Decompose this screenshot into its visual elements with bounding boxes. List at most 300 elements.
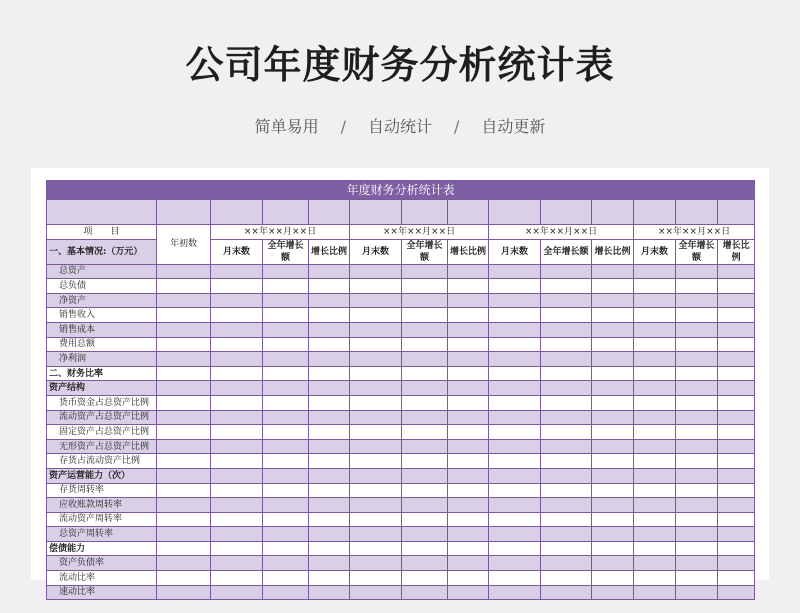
value-cell[interactable] <box>718 454 755 469</box>
value-cell[interactable] <box>309 425 350 440</box>
value-cell[interactable] <box>448 498 489 513</box>
value-cell[interactable] <box>309 322 350 337</box>
value-cell[interactable] <box>592 322 634 337</box>
value-cell[interactable] <box>402 279 448 294</box>
value-cell[interactable] <box>676 337 718 352</box>
value-cell[interactable] <box>489 498 541 513</box>
value-cell[interactable] <box>402 352 448 367</box>
value-cell[interactable] <box>541 395 592 410</box>
value-cell[interactable] <box>592 468 634 483</box>
value-cell[interactable] <box>211 308 263 323</box>
value-cell[interactable] <box>309 527 350 542</box>
value-cell[interactable] <box>676 279 718 294</box>
value-cell[interactable] <box>634 483 676 498</box>
value-cell[interactable] <box>263 512 309 527</box>
value-cell[interactable] <box>718 541 755 556</box>
value-cell[interactable] <box>402 571 448 586</box>
value-cell[interactable] <box>448 512 489 527</box>
value-cell[interactable] <box>489 527 541 542</box>
value-cell[interactable] <box>541 279 592 294</box>
value-cell[interactable] <box>309 337 350 352</box>
value-cell[interactable] <box>157 264 211 279</box>
value-cell[interactable] <box>309 454 350 469</box>
value-cell[interactable] <box>718 293 755 308</box>
value-cell[interactable] <box>676 585 718 600</box>
value-cell[interactable] <box>592 352 634 367</box>
value-cell[interactable] <box>634 439 676 454</box>
value-cell[interactable] <box>718 352 755 367</box>
value-cell[interactable] <box>263 527 309 542</box>
value-cell[interactable] <box>309 439 350 454</box>
value-cell[interactable] <box>541 527 592 542</box>
value-cell[interactable] <box>157 556 211 571</box>
value-cell[interactable] <box>718 410 755 425</box>
value-cell[interactable] <box>489 352 541 367</box>
value-cell[interactable] <box>309 264 350 279</box>
value-cell[interactable] <box>676 571 718 586</box>
value-cell[interactable] <box>402 381 448 396</box>
value-cell[interactable] <box>592 585 634 600</box>
value-cell[interactable] <box>541 366 592 381</box>
value-cell[interactable] <box>489 541 541 556</box>
value-cell[interactable] <box>634 264 676 279</box>
value-cell[interactable] <box>718 571 755 586</box>
value-cell[interactable] <box>676 395 718 410</box>
value-cell[interactable] <box>211 395 263 410</box>
value-cell[interactable] <box>634 498 676 513</box>
value-cell[interactable] <box>263 541 309 556</box>
value-cell[interactable] <box>350 454 402 469</box>
value-cell[interactable] <box>676 527 718 542</box>
value-cell[interactable] <box>157 395 211 410</box>
value-cell[interactable] <box>263 571 309 586</box>
value-cell[interactable] <box>676 381 718 396</box>
value-cell[interactable] <box>592 571 634 586</box>
value-cell[interactable] <box>634 527 676 542</box>
value-cell[interactable] <box>263 410 309 425</box>
value-cell[interactable] <box>448 337 489 352</box>
table-viewport[interactable] <box>46 180 754 598</box>
value-cell[interactable] <box>634 279 676 294</box>
value-cell[interactable] <box>309 556 350 571</box>
value-cell[interactable] <box>541 498 592 513</box>
value-cell[interactable] <box>489 439 541 454</box>
value-cell[interactable] <box>309 352 350 367</box>
value-cell[interactable] <box>592 395 634 410</box>
value-cell[interactable] <box>309 468 350 483</box>
value-cell[interactable] <box>157 425 211 440</box>
value-cell[interactable] <box>402 483 448 498</box>
value-cell[interactable] <box>541 264 592 279</box>
value-cell[interactable] <box>448 264 489 279</box>
value-cell[interactable] <box>402 337 448 352</box>
value-cell[interactable] <box>448 322 489 337</box>
value-cell[interactable] <box>309 366 350 381</box>
value-cell[interactable] <box>592 483 634 498</box>
value-cell[interactable] <box>211 541 263 556</box>
value-cell[interactable] <box>634 468 676 483</box>
value-cell[interactable] <box>541 585 592 600</box>
value-cell[interactable] <box>634 352 676 367</box>
value-cell[interactable] <box>157 498 211 513</box>
value-cell[interactable] <box>211 483 263 498</box>
value-cell[interactable] <box>541 541 592 556</box>
value-cell[interactable] <box>309 483 350 498</box>
value-cell[interactable] <box>263 498 309 513</box>
value-cell[interactable] <box>448 527 489 542</box>
value-cell[interactable] <box>592 337 634 352</box>
value-cell[interactable] <box>157 585 211 600</box>
value-cell[interactable] <box>263 337 309 352</box>
value-cell[interactable] <box>402 322 448 337</box>
value-cell[interactable] <box>448 439 489 454</box>
value-cell[interactable] <box>263 556 309 571</box>
value-cell[interactable] <box>211 512 263 527</box>
value-cell[interactable] <box>489 293 541 308</box>
value-cell[interactable] <box>489 425 541 440</box>
value-cell[interactable] <box>211 468 263 483</box>
value-cell[interactable] <box>718 439 755 454</box>
value-cell[interactable] <box>718 468 755 483</box>
value-cell[interactable] <box>448 279 489 294</box>
value-cell[interactable] <box>634 571 676 586</box>
value-cell[interactable] <box>350 337 402 352</box>
value-cell[interactable] <box>263 425 309 440</box>
value-cell[interactable] <box>448 571 489 586</box>
value-cell[interactable] <box>350 541 402 556</box>
value-cell[interactable] <box>489 483 541 498</box>
value-cell[interactable] <box>592 512 634 527</box>
value-cell[interactable] <box>402 498 448 513</box>
value-cell[interactable] <box>402 556 448 571</box>
value-cell[interactable] <box>541 571 592 586</box>
value-cell[interactable] <box>157 512 211 527</box>
value-cell[interactable] <box>309 410 350 425</box>
value-cell[interactable] <box>350 439 402 454</box>
value-cell[interactable] <box>402 527 448 542</box>
value-cell[interactable] <box>541 468 592 483</box>
value-cell[interactable] <box>676 308 718 323</box>
value-cell[interactable] <box>676 556 718 571</box>
value-cell[interactable] <box>309 395 350 410</box>
value-cell[interactable] <box>211 571 263 586</box>
value-cell[interactable] <box>634 425 676 440</box>
value-cell[interactable] <box>676 541 718 556</box>
value-cell[interactable] <box>211 454 263 469</box>
value-cell[interactable] <box>309 541 350 556</box>
value-cell[interactable] <box>592 454 634 469</box>
value-cell[interactable] <box>402 395 448 410</box>
value-cell[interactable] <box>676 468 718 483</box>
value-cell[interactable] <box>309 571 350 586</box>
value-cell[interactable] <box>489 512 541 527</box>
value-cell[interactable] <box>157 322 211 337</box>
value-cell[interactable] <box>592 264 634 279</box>
value-cell[interactable] <box>489 410 541 425</box>
value-cell[interactable] <box>489 381 541 396</box>
value-cell[interactable] <box>309 293 350 308</box>
value-cell[interactable] <box>211 381 263 396</box>
value-cell[interactable] <box>211 585 263 600</box>
value-cell[interactable] <box>211 425 263 440</box>
value-cell[interactable] <box>448 585 489 600</box>
value-cell[interactable] <box>718 395 755 410</box>
value-cell[interactable] <box>350 483 402 498</box>
value-cell[interactable] <box>634 337 676 352</box>
value-cell[interactable] <box>718 264 755 279</box>
value-cell[interactable] <box>211 556 263 571</box>
value-cell[interactable] <box>592 556 634 571</box>
value-cell[interactable] <box>718 556 755 571</box>
value-cell[interactable] <box>718 337 755 352</box>
value-cell[interactable] <box>350 366 402 381</box>
value-cell[interactable] <box>489 337 541 352</box>
value-cell[interactable] <box>157 410 211 425</box>
value-cell[interactable] <box>448 293 489 308</box>
value-cell[interactable] <box>350 527 402 542</box>
value-cell[interactable] <box>402 585 448 600</box>
value-cell[interactable] <box>350 498 402 513</box>
value-cell[interactable] <box>350 381 402 396</box>
value-cell[interactable] <box>448 308 489 323</box>
value-cell[interactable] <box>211 527 263 542</box>
value-cell[interactable] <box>448 395 489 410</box>
value-cell[interactable] <box>211 352 263 367</box>
value-cell[interactable] <box>676 410 718 425</box>
value-cell[interactable] <box>676 264 718 279</box>
value-cell[interactable] <box>263 454 309 469</box>
value-cell[interactable] <box>263 366 309 381</box>
value-cell[interactable] <box>676 483 718 498</box>
value-cell[interactable] <box>448 468 489 483</box>
value-cell[interactable] <box>350 512 402 527</box>
value-cell[interactable] <box>402 454 448 469</box>
value-cell[interactable] <box>541 410 592 425</box>
value-cell[interactable] <box>402 425 448 440</box>
value-cell[interactable] <box>718 585 755 600</box>
value-cell[interactable] <box>634 308 676 323</box>
value-cell[interactable] <box>718 308 755 323</box>
value-cell[interactable] <box>448 454 489 469</box>
value-cell[interactable] <box>592 541 634 556</box>
value-cell[interactable] <box>448 425 489 440</box>
value-cell[interactable] <box>676 322 718 337</box>
value-cell[interactable] <box>263 308 309 323</box>
value-cell[interactable] <box>634 410 676 425</box>
value-cell[interactable] <box>448 541 489 556</box>
value-cell[interactable] <box>211 337 263 352</box>
value-cell[interactable] <box>718 366 755 381</box>
value-cell[interactable] <box>448 410 489 425</box>
value-cell[interactable] <box>350 410 402 425</box>
value-cell[interactable] <box>350 293 402 308</box>
value-cell[interactable] <box>157 468 211 483</box>
value-cell[interactable] <box>157 337 211 352</box>
value-cell[interactable] <box>634 322 676 337</box>
value-cell[interactable] <box>489 585 541 600</box>
value-cell[interactable] <box>263 293 309 308</box>
value-cell[interactable] <box>541 454 592 469</box>
value-cell[interactable] <box>402 410 448 425</box>
value-cell[interactable] <box>634 381 676 396</box>
value-cell[interactable] <box>592 425 634 440</box>
value-cell[interactable] <box>489 279 541 294</box>
value-cell[interactable] <box>634 454 676 469</box>
value-cell[interactable] <box>634 395 676 410</box>
value-cell[interactable] <box>448 381 489 396</box>
value-cell[interactable] <box>350 556 402 571</box>
value-cell[interactable] <box>402 264 448 279</box>
value-cell[interactable] <box>157 366 211 381</box>
value-cell[interactable] <box>263 381 309 396</box>
value-cell[interactable] <box>489 468 541 483</box>
value-cell[interactable] <box>402 468 448 483</box>
value-cell[interactable] <box>676 439 718 454</box>
value-cell[interactable] <box>541 512 592 527</box>
value-cell[interactable] <box>263 483 309 498</box>
value-cell[interactable] <box>718 498 755 513</box>
value-cell[interactable] <box>309 381 350 396</box>
value-cell[interactable] <box>541 322 592 337</box>
value-cell[interactable] <box>489 556 541 571</box>
value-cell[interactable] <box>541 556 592 571</box>
value-cell[interactable] <box>718 425 755 440</box>
value-cell[interactable] <box>676 293 718 308</box>
value-cell[interactable] <box>350 308 402 323</box>
value-cell[interactable] <box>489 454 541 469</box>
value-cell[interactable] <box>211 366 263 381</box>
value-cell[interactable] <box>309 279 350 294</box>
value-cell[interactable] <box>718 381 755 396</box>
value-cell[interactable] <box>211 322 263 337</box>
value-cell[interactable] <box>541 381 592 396</box>
value-cell[interactable] <box>263 322 309 337</box>
value-cell[interactable] <box>676 366 718 381</box>
value-cell[interactable] <box>211 293 263 308</box>
value-cell[interactable] <box>350 571 402 586</box>
value-cell[interactable] <box>402 439 448 454</box>
value-cell[interactable] <box>718 512 755 527</box>
value-cell[interactable] <box>402 366 448 381</box>
value-cell[interactable] <box>541 483 592 498</box>
value-cell[interactable] <box>489 308 541 323</box>
value-cell[interactable] <box>402 293 448 308</box>
value-cell[interactable] <box>634 541 676 556</box>
value-cell[interactable] <box>592 439 634 454</box>
value-cell[interactable] <box>634 585 676 600</box>
value-cell[interactable] <box>350 322 402 337</box>
value-cell[interactable] <box>718 279 755 294</box>
value-cell[interactable] <box>157 352 211 367</box>
value-cell[interactable] <box>157 293 211 308</box>
value-cell[interactable] <box>592 279 634 294</box>
value-cell[interactable] <box>489 264 541 279</box>
value-cell[interactable] <box>211 498 263 513</box>
value-cell[interactable] <box>718 322 755 337</box>
value-cell[interactable] <box>402 541 448 556</box>
value-cell[interactable] <box>634 366 676 381</box>
value-cell[interactable] <box>309 512 350 527</box>
value-cell[interactable] <box>309 498 350 513</box>
value-cell[interactable] <box>676 498 718 513</box>
value-cell[interactable] <box>211 410 263 425</box>
value-cell[interactable] <box>263 439 309 454</box>
value-cell[interactable] <box>211 439 263 454</box>
value-cell[interactable] <box>448 352 489 367</box>
value-cell[interactable] <box>718 527 755 542</box>
value-cell[interactable] <box>157 483 211 498</box>
value-cell[interactable] <box>263 395 309 410</box>
value-cell[interactable] <box>592 527 634 542</box>
value-cell[interactable] <box>592 410 634 425</box>
value-cell[interactable] <box>676 512 718 527</box>
value-cell[interactable] <box>592 293 634 308</box>
value-cell[interactable] <box>489 571 541 586</box>
value-cell[interactable] <box>157 381 211 396</box>
value-cell[interactable] <box>634 512 676 527</box>
value-cell[interactable] <box>718 483 755 498</box>
value-cell[interactable] <box>541 308 592 323</box>
value-cell[interactable] <box>350 395 402 410</box>
value-cell[interactable] <box>634 293 676 308</box>
value-cell[interactable] <box>309 308 350 323</box>
value-cell[interactable] <box>157 454 211 469</box>
value-cell[interactable] <box>448 483 489 498</box>
value-cell[interactable] <box>676 352 718 367</box>
value-cell[interactable] <box>448 366 489 381</box>
value-cell[interactable] <box>676 425 718 440</box>
value-cell[interactable] <box>263 585 309 600</box>
value-cell[interactable] <box>350 585 402 600</box>
value-cell[interactable] <box>634 556 676 571</box>
value-cell[interactable] <box>263 468 309 483</box>
value-cell[interactable] <box>350 352 402 367</box>
value-cell[interactable] <box>263 279 309 294</box>
value-cell[interactable] <box>489 322 541 337</box>
value-cell[interactable] <box>157 571 211 586</box>
value-cell[interactable] <box>489 366 541 381</box>
value-cell[interactable] <box>592 366 634 381</box>
value-cell[interactable] <box>541 439 592 454</box>
value-cell[interactable] <box>448 556 489 571</box>
value-cell[interactable] <box>541 337 592 352</box>
value-cell[interactable] <box>541 352 592 367</box>
value-cell[interactable] <box>350 425 402 440</box>
value-cell[interactable] <box>541 425 592 440</box>
value-cell[interactable] <box>211 264 263 279</box>
value-cell[interactable] <box>157 541 211 556</box>
value-cell[interactable] <box>350 279 402 294</box>
value-cell[interactable] <box>263 352 309 367</box>
value-cell[interactable] <box>309 585 350 600</box>
value-cell[interactable] <box>350 468 402 483</box>
value-cell[interactable] <box>541 293 592 308</box>
value-cell[interactable] <box>489 395 541 410</box>
value-cell[interactable] <box>402 512 448 527</box>
value-cell[interactable] <box>402 308 448 323</box>
value-cell[interactable] <box>157 308 211 323</box>
value-cell[interactable] <box>676 454 718 469</box>
value-cell[interactable] <box>592 498 634 513</box>
value-cell[interactable] <box>157 279 211 294</box>
value-cell[interactable] <box>592 381 634 396</box>
value-cell[interactable] <box>263 264 309 279</box>
value-cell[interactable] <box>157 527 211 542</box>
value-cell[interactable] <box>350 264 402 279</box>
value-cell[interactable] <box>211 279 263 294</box>
value-cell[interactable] <box>157 439 211 454</box>
value-cell[interactable] <box>592 308 634 323</box>
